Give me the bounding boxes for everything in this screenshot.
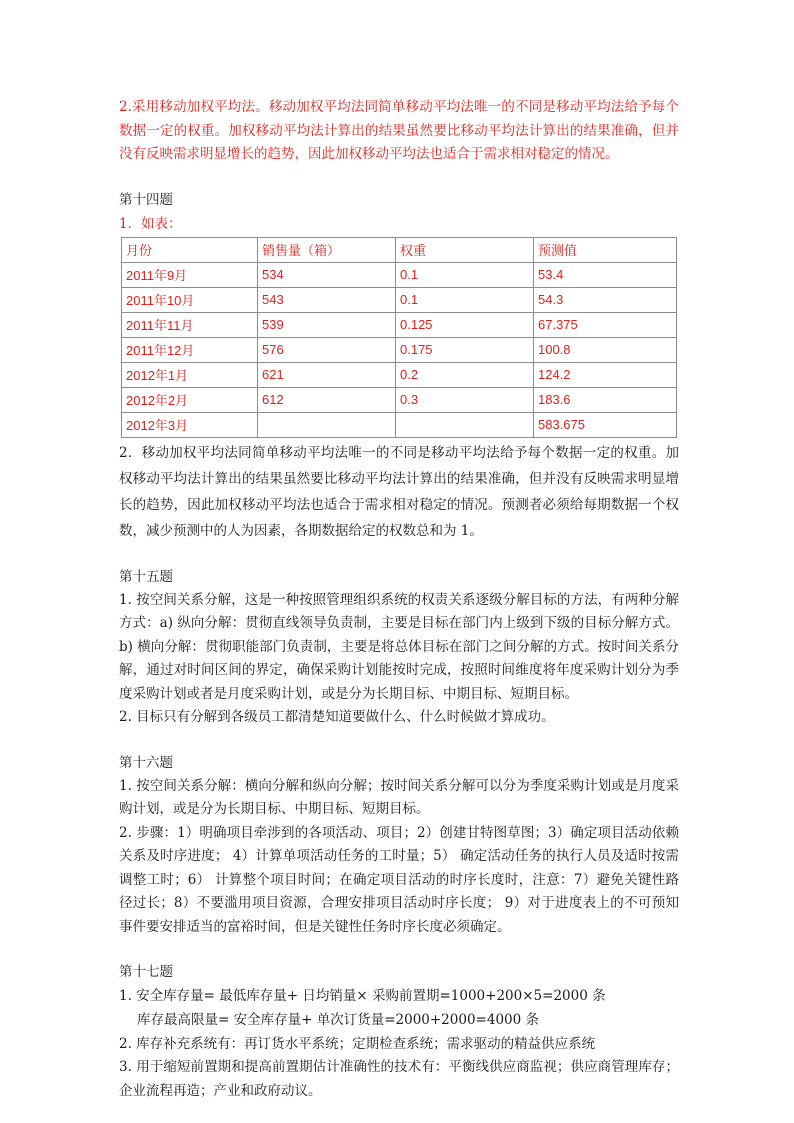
cell-forecast: 100.8 (534, 337, 677, 362)
q17-item3: 3. 用于缩短前置期和提高前置期估计准确性的技术有：平衡线供应商监视；供应商管理库存；企业流程再造；产业和政府动议。 (119, 1059, 679, 1099)
q16-item2: 2. 步骤：1）明确项目牵涉到的各项活动、项目；2）创建甘特图草图；3）确定项目活动依赖关系及时序进度； 4）计算单项活动任务的工时量；5） 确定活动任务的执行人员及适时按需调整工时；6） 计算整个项目时间；在确定项目活动的时序长度时，注意：7）避免关键性路径过长；8）不要滥用项目资源，合理安排项目活动时序长度； 9）对于进度表上的不可预知事件要安排适当的富裕时间，但是关键性任务时序长度必须确定。 (119, 824, 679, 935)
table-row (122, 362, 677, 387)
table-header-row (122, 237, 677, 262)
q15-title: 第十五题 (119, 568, 173, 585)
cell-month: 2012年3月 (122, 412, 258, 437)
forecast-table (121, 237, 677, 438)
spacer (119, 730, 679, 751)
cell-month: 2012年2月 (122, 387, 258, 412)
cell-forecast: 53.4 (534, 262, 677, 287)
q17-item1b: 库存最高限量= 安全库存量+ 单次订货量=2000+2000=4000 条 (137, 1012, 540, 1028)
cell-sales: 543 (258, 287, 396, 312)
cell-sales: 621 (258, 362, 396, 387)
q17-title: 第十七题 (119, 964, 173, 980)
cell-month: 2011年11月 (122, 312, 258, 337)
q15-item2: 2. 目标只有分解到各级员工都清楚知道要做什么、什么时候做才算成功。 (119, 709, 555, 725)
q14-item2: 2．移动加权平均法同简单移动平均法唯一的不同是移动平均法给予每个数据一定的权重。加权移动平均法计算出的结果虽然要比移动平均法计算出的结果准确，但并没有反映需求明显增长的趋势，因此加权移动平均法也适合于需求相对稳定的情况。预测者必须给每期数据一个权数，减少预测中的人为因素，各期数据给定的权数总和为 1。 (119, 444, 679, 539)
cell-sales: 539 (258, 312, 396, 337)
col-header-sales: 销售量（箱） (258, 237, 396, 262)
col-header-weight: 权重 (396, 237, 534, 262)
cell-forecast: 583.675 (534, 412, 677, 437)
cell-sales: 612 (258, 387, 396, 412)
table-row (122, 412, 677, 437)
cell-sales: 534 (258, 262, 396, 287)
q15-item1: 1. 按空间关系分解，这是一种按照管理组织系统的权责关系逐级分解目标的方法，有两种分解方式：a) 纵向分解：贯彻直线领导负责制，主要是目标在部门内上级到下级的目标分解方式。b) 横向分解：贯彻职能部门负责制，主要是将总体目标在部门之间分解的方式。按时间关系分解，通过对时间区间的界定，确保采购计划能按时完成，按照时间维度将年度采购计划分为季度采购计划或者是月度采购计划，或是分为长期目标、中期目标、短期目标。 (119, 591, 679, 702)
cell-weight: 0.1 (396, 262, 534, 287)
table-row (122, 262, 677, 287)
cell-forecast: 67.375 (534, 312, 677, 337)
spacer (119, 167, 679, 188)
table-row (122, 312, 677, 337)
col-header-forecast: 预测值 (534, 237, 677, 262)
q14-title: 第十四题 (119, 191, 173, 208)
spacer (119, 544, 679, 565)
cell-forecast: 54.3 (534, 287, 677, 312)
col-header-month: 月份 (122, 237, 258, 262)
spacer (119, 939, 679, 960)
q14-item1: 1．如表： (119, 215, 182, 232)
cell-month: 2011年9月 (122, 262, 258, 287)
table-row (122, 337, 677, 362)
cell-month: 2011年10月 (122, 287, 258, 312)
q16-title: 第十六题 (119, 754, 173, 771)
cell-sales (258, 412, 396, 437)
cell-weight (396, 412, 534, 437)
cell-sales: 576 (258, 337, 396, 362)
cell-month: 2012年1月 (122, 362, 258, 387)
table-row (122, 287, 677, 312)
q17-item1: 1. 安全库存量= 最低库存量+ 日均销量× 采购前置期=1000+200×5=2000 条 (119, 988, 606, 1004)
cell-weight: 0.1 (396, 287, 534, 312)
cell-weight: 0.3 (396, 387, 534, 412)
cell-weight: 0.125 (396, 312, 534, 337)
q17-item2: 2. 库存补充系统有：再订货水平系统；定期检查系统；需求驱动的精益供应系统 (119, 1036, 596, 1052)
intro-paragraph: 2.采用移动加权平均法。移动加权平均法同简单移动平均法唯一的不同是移动平均法给予每个数据一定的权重。加权移动平均法计算出的结果虽然要比移动平均法计算出的结果准确，但并没有反映需求明显增长的趋势，因此加权移动平均法也适合于需求相对稳定的情况。 (119, 99, 679, 162)
cell-weight: 0.175 (396, 337, 534, 362)
q16-item1: 1. 按空间关系分解：横向分解和纵向分解；按时间关系分解可以分为季度采购计划或是月度采购计划，或是分为长期目标、中期目标、短期目标。 (119, 777, 679, 817)
cell-forecast: 124.2 (534, 362, 677, 387)
cell-weight: 0.2 (396, 362, 534, 387)
cell-forecast: 183.6 (534, 387, 677, 412)
table-row (122, 387, 677, 412)
document-page (119, 96, 679, 1103)
cell-month: 2011年12月 (122, 337, 258, 362)
